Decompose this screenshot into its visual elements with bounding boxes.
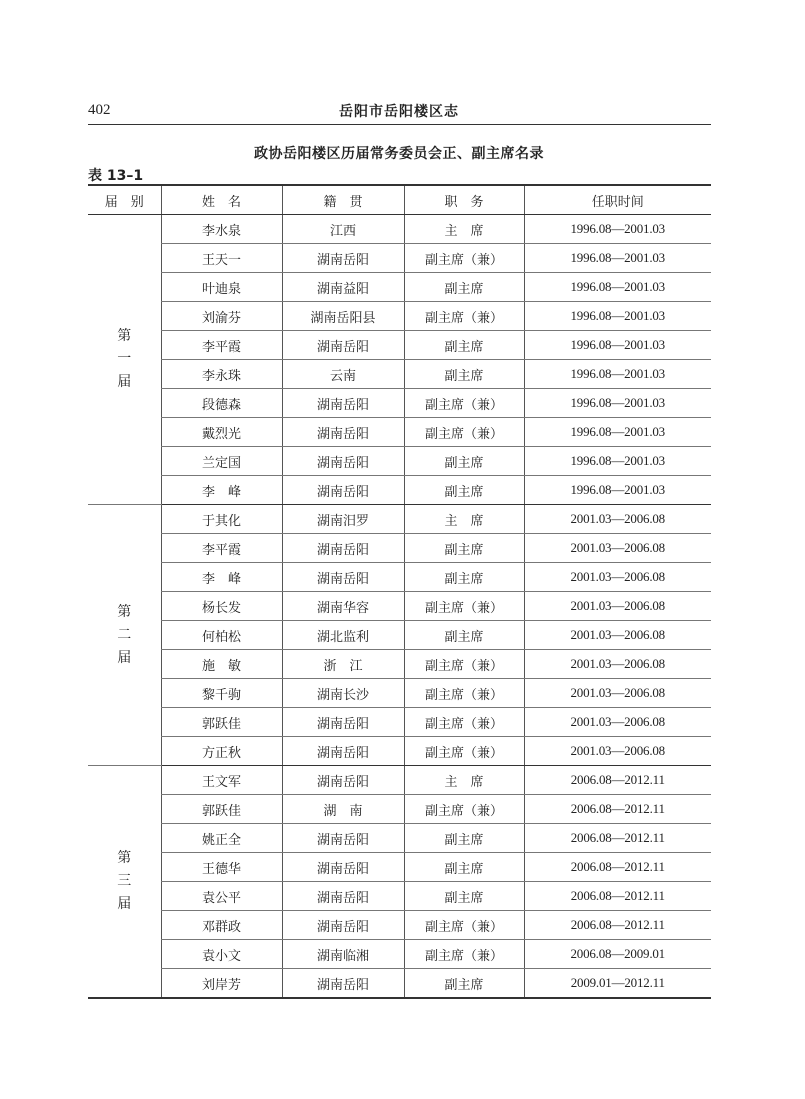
member-position: 副主席（兼）	[404, 650, 524, 679]
member-position: 副主席	[404, 853, 524, 882]
member-tenure: 1996.08—2001.03	[524, 389, 711, 418]
member-name: 黎千驹	[161, 679, 282, 708]
member-name: 何柏松	[161, 621, 282, 650]
member-name: 兰定国	[161, 447, 282, 476]
member-position: 副主席（兼）	[404, 940, 524, 969]
roster-table	[88, 184, 711, 999]
member-name: 于其化	[161, 505, 282, 534]
member-tenure: 1996.08—2001.03	[524, 273, 711, 302]
table-row	[88, 534, 711, 563]
member-position: 主 席	[404, 215, 524, 244]
member-name: 戴烈光	[161, 418, 282, 447]
member-origin: 湖北监利	[282, 621, 404, 650]
member-name: 李水泉	[161, 215, 282, 244]
member-origin: 湖南岳阳	[282, 476, 404, 505]
term-label	[88, 505, 161, 766]
table-row	[88, 621, 711, 650]
table-row	[88, 882, 711, 911]
table-row	[88, 215, 711, 244]
member-name: 叶迪泉	[161, 273, 282, 302]
table-row	[88, 418, 711, 447]
member-name: 李永珠	[161, 360, 282, 389]
member-origin: 湖南岳阳	[282, 708, 404, 737]
member-name: 王天一	[161, 244, 282, 273]
member-tenure: 1996.08—2001.03	[524, 215, 711, 244]
member-position: 副主席（兼）	[404, 592, 524, 621]
member-name: 袁公平	[161, 882, 282, 911]
member-name: 段德森	[161, 389, 282, 418]
member-position: 副主席	[404, 563, 524, 592]
member-origin: 湖南岳阳	[282, 969, 404, 999]
member-name: 刘岸芳	[161, 969, 282, 999]
table-row	[88, 911, 711, 940]
table-header	[88, 185, 711, 215]
table-row	[88, 853, 711, 882]
member-tenure: 1996.08—2001.03	[524, 418, 711, 447]
column-header-name: 姓 名	[161, 185, 282, 215]
member-position: 副主席	[404, 621, 524, 650]
term-label-char: 第	[117, 603, 132, 620]
member-tenure: 2001.03—2006.08	[524, 708, 711, 737]
member-name: 李平霞	[161, 331, 282, 360]
table-title: 政协岳阳楼区历届常务委员会正、副主席名录	[254, 146, 544, 162]
member-origin: 湖南岳阳	[282, 853, 404, 882]
column-header-term: 届 别	[88, 185, 161, 215]
member-position: 副主席	[404, 824, 524, 853]
member-position: 副主席	[404, 476, 524, 505]
member-origin: 湖南岳阳	[282, 766, 404, 795]
table-row	[88, 360, 711, 389]
member-position: 主 席	[404, 505, 524, 534]
member-tenure: 2001.03—2006.08	[524, 563, 711, 592]
member-origin: 湖南华容	[282, 592, 404, 621]
member-tenure: 2006.08—2012.11	[524, 824, 711, 853]
term-label-char: 三	[117, 873, 132, 889]
member-name: 李平霞	[161, 534, 282, 563]
member-position: 副主席	[404, 273, 524, 302]
column-header-position: 职 务	[404, 185, 524, 215]
member-tenure: 1996.08—2001.03	[524, 360, 711, 389]
member-name: 刘渝芬	[161, 302, 282, 331]
term-label-char: 第	[117, 328, 132, 344]
member-tenure: 1996.08—2001.03	[524, 447, 711, 476]
member-origin: 湖南岳阳	[282, 882, 404, 911]
page-number: 402	[88, 102, 111, 118]
term-label-char: 届	[117, 896, 132, 912]
member-position: 副主席（兼）	[404, 302, 524, 331]
member-position: 副主席	[404, 969, 524, 999]
member-name: 李 峰	[161, 563, 282, 592]
member-tenure: 1996.08—2001.03	[524, 476, 711, 505]
member-origin: 湖南岳阳	[282, 447, 404, 476]
member-tenure: 1996.08—2001.03	[524, 331, 711, 360]
table-row	[88, 737, 711, 766]
member-name: 郭跃佳	[161, 795, 282, 824]
term-label-char: 一	[117, 351, 132, 367]
member-tenure: 2001.03—2006.08	[524, 650, 711, 679]
member-position: 副主席（兼）	[404, 911, 524, 940]
member-name: 姚正全	[161, 824, 282, 853]
member-position: 副主席（兼）	[404, 679, 524, 708]
table-row	[88, 940, 711, 969]
member-tenure: 1996.08—2001.03	[524, 244, 711, 273]
member-position: 副主席（兼）	[404, 244, 524, 273]
table-row	[88, 766, 711, 795]
member-origin: 湖南岳阳	[282, 418, 404, 447]
member-position: 副主席	[404, 447, 524, 476]
member-name: 王文军	[161, 766, 282, 795]
member-origin: 云南	[282, 360, 404, 389]
member-origin: 湖南岳阳	[282, 244, 404, 273]
table-row	[88, 795, 711, 824]
member-tenure: 2001.03—2006.08	[524, 737, 711, 766]
table-row	[88, 302, 711, 331]
member-origin: 湖南岳阳县	[282, 302, 404, 331]
member-position: 副主席（兼）	[404, 389, 524, 418]
member-origin: 江西	[282, 215, 404, 244]
table-row	[88, 679, 711, 708]
member-name: 施 敏	[161, 650, 282, 679]
member-tenure: 1996.08—2001.03	[524, 302, 711, 331]
member-tenure: 2006.08—2012.11	[524, 766, 711, 795]
term-label	[88, 766, 161, 999]
term-label-char: 二	[117, 626, 132, 643]
member-origin: 湖南岳阳	[282, 331, 404, 360]
member-name: 王德华	[161, 853, 282, 882]
table-row	[88, 273, 711, 302]
table-row	[88, 708, 711, 737]
header-rule	[88, 124, 711, 125]
member-tenure: 2009.01—2012.11	[524, 969, 711, 999]
table-row	[88, 505, 711, 534]
book-title: 岳阳市岳阳楼区志	[339, 104, 459, 120]
page-header	[88, 100, 710, 124]
table-row	[88, 389, 711, 418]
member-origin: 湖南益阳	[282, 273, 404, 302]
member-tenure: 2001.03—2006.08	[524, 621, 711, 650]
table-row	[88, 650, 711, 679]
member-name: 邓群政	[161, 911, 282, 940]
table-row	[88, 476, 711, 505]
table-row	[88, 563, 711, 592]
member-position: 主 席	[404, 766, 524, 795]
member-origin: 湖南岳阳	[282, 563, 404, 592]
member-name: 杨长发	[161, 592, 282, 621]
member-origin: 湖南岳阳	[282, 389, 404, 418]
member-position: 副主席	[404, 360, 524, 389]
member-origin: 湖南岳阳	[282, 534, 404, 563]
table-row	[88, 824, 711, 853]
column-header-origin: 籍 贯	[282, 185, 404, 215]
member-origin: 湖 南	[282, 795, 404, 824]
member-tenure: 2001.03—2006.08	[524, 505, 711, 534]
member-position: 副主席（兼）	[404, 737, 524, 766]
member-tenure: 2006.08—2009.01	[524, 940, 711, 969]
column-header-tenure: 任职时间	[524, 185, 711, 215]
member-tenure: 2001.03—2006.08	[524, 534, 711, 563]
table-row	[88, 592, 711, 621]
table-row	[88, 331, 711, 360]
member-origin: 湖南汨罗	[282, 505, 404, 534]
member-origin: 湖南长沙	[282, 679, 404, 708]
term-label	[88, 215, 161, 505]
term-label-char: 第	[117, 850, 132, 866]
term-label-char: 届	[117, 649, 132, 666]
member-position: 副主席	[404, 534, 524, 563]
member-origin: 湖南临湘	[282, 940, 404, 969]
member-origin: 湖南岳阳	[282, 824, 404, 853]
member-position: 副主席（兼）	[404, 418, 524, 447]
member-name: 袁小文	[161, 940, 282, 969]
member-origin: 湖南岳阳	[282, 911, 404, 940]
term-label-char: 届	[117, 374, 132, 390]
member-tenure: 2006.08—2012.11	[524, 882, 711, 911]
member-tenure: 2006.08—2012.11	[524, 911, 711, 940]
table-row	[88, 969, 711, 999]
member-position: 副主席（兼）	[404, 795, 524, 824]
member-tenure: 2001.03—2006.08	[524, 592, 711, 621]
member-tenure: 2006.08—2012.11	[524, 795, 711, 824]
member-position: 副主席	[404, 882, 524, 911]
member-origin: 浙 江	[282, 650, 404, 679]
table-body	[88, 215, 711, 999]
table-label: 表 13–1	[88, 168, 144, 184]
member-tenure: 2001.03—2006.08	[524, 679, 711, 708]
header-row	[88, 185, 711, 215]
table-row	[88, 447, 711, 476]
table-row	[88, 244, 711, 273]
member-name: 郭跃佳	[161, 708, 282, 737]
member-position: 副主席	[404, 331, 524, 360]
member-origin: 湖南岳阳	[282, 737, 404, 766]
member-name: 李 峰	[161, 476, 282, 505]
member-position: 副主席（兼）	[404, 708, 524, 737]
member-name: 方正秋	[161, 737, 282, 766]
member-tenure: 2006.08—2012.11	[524, 853, 711, 882]
